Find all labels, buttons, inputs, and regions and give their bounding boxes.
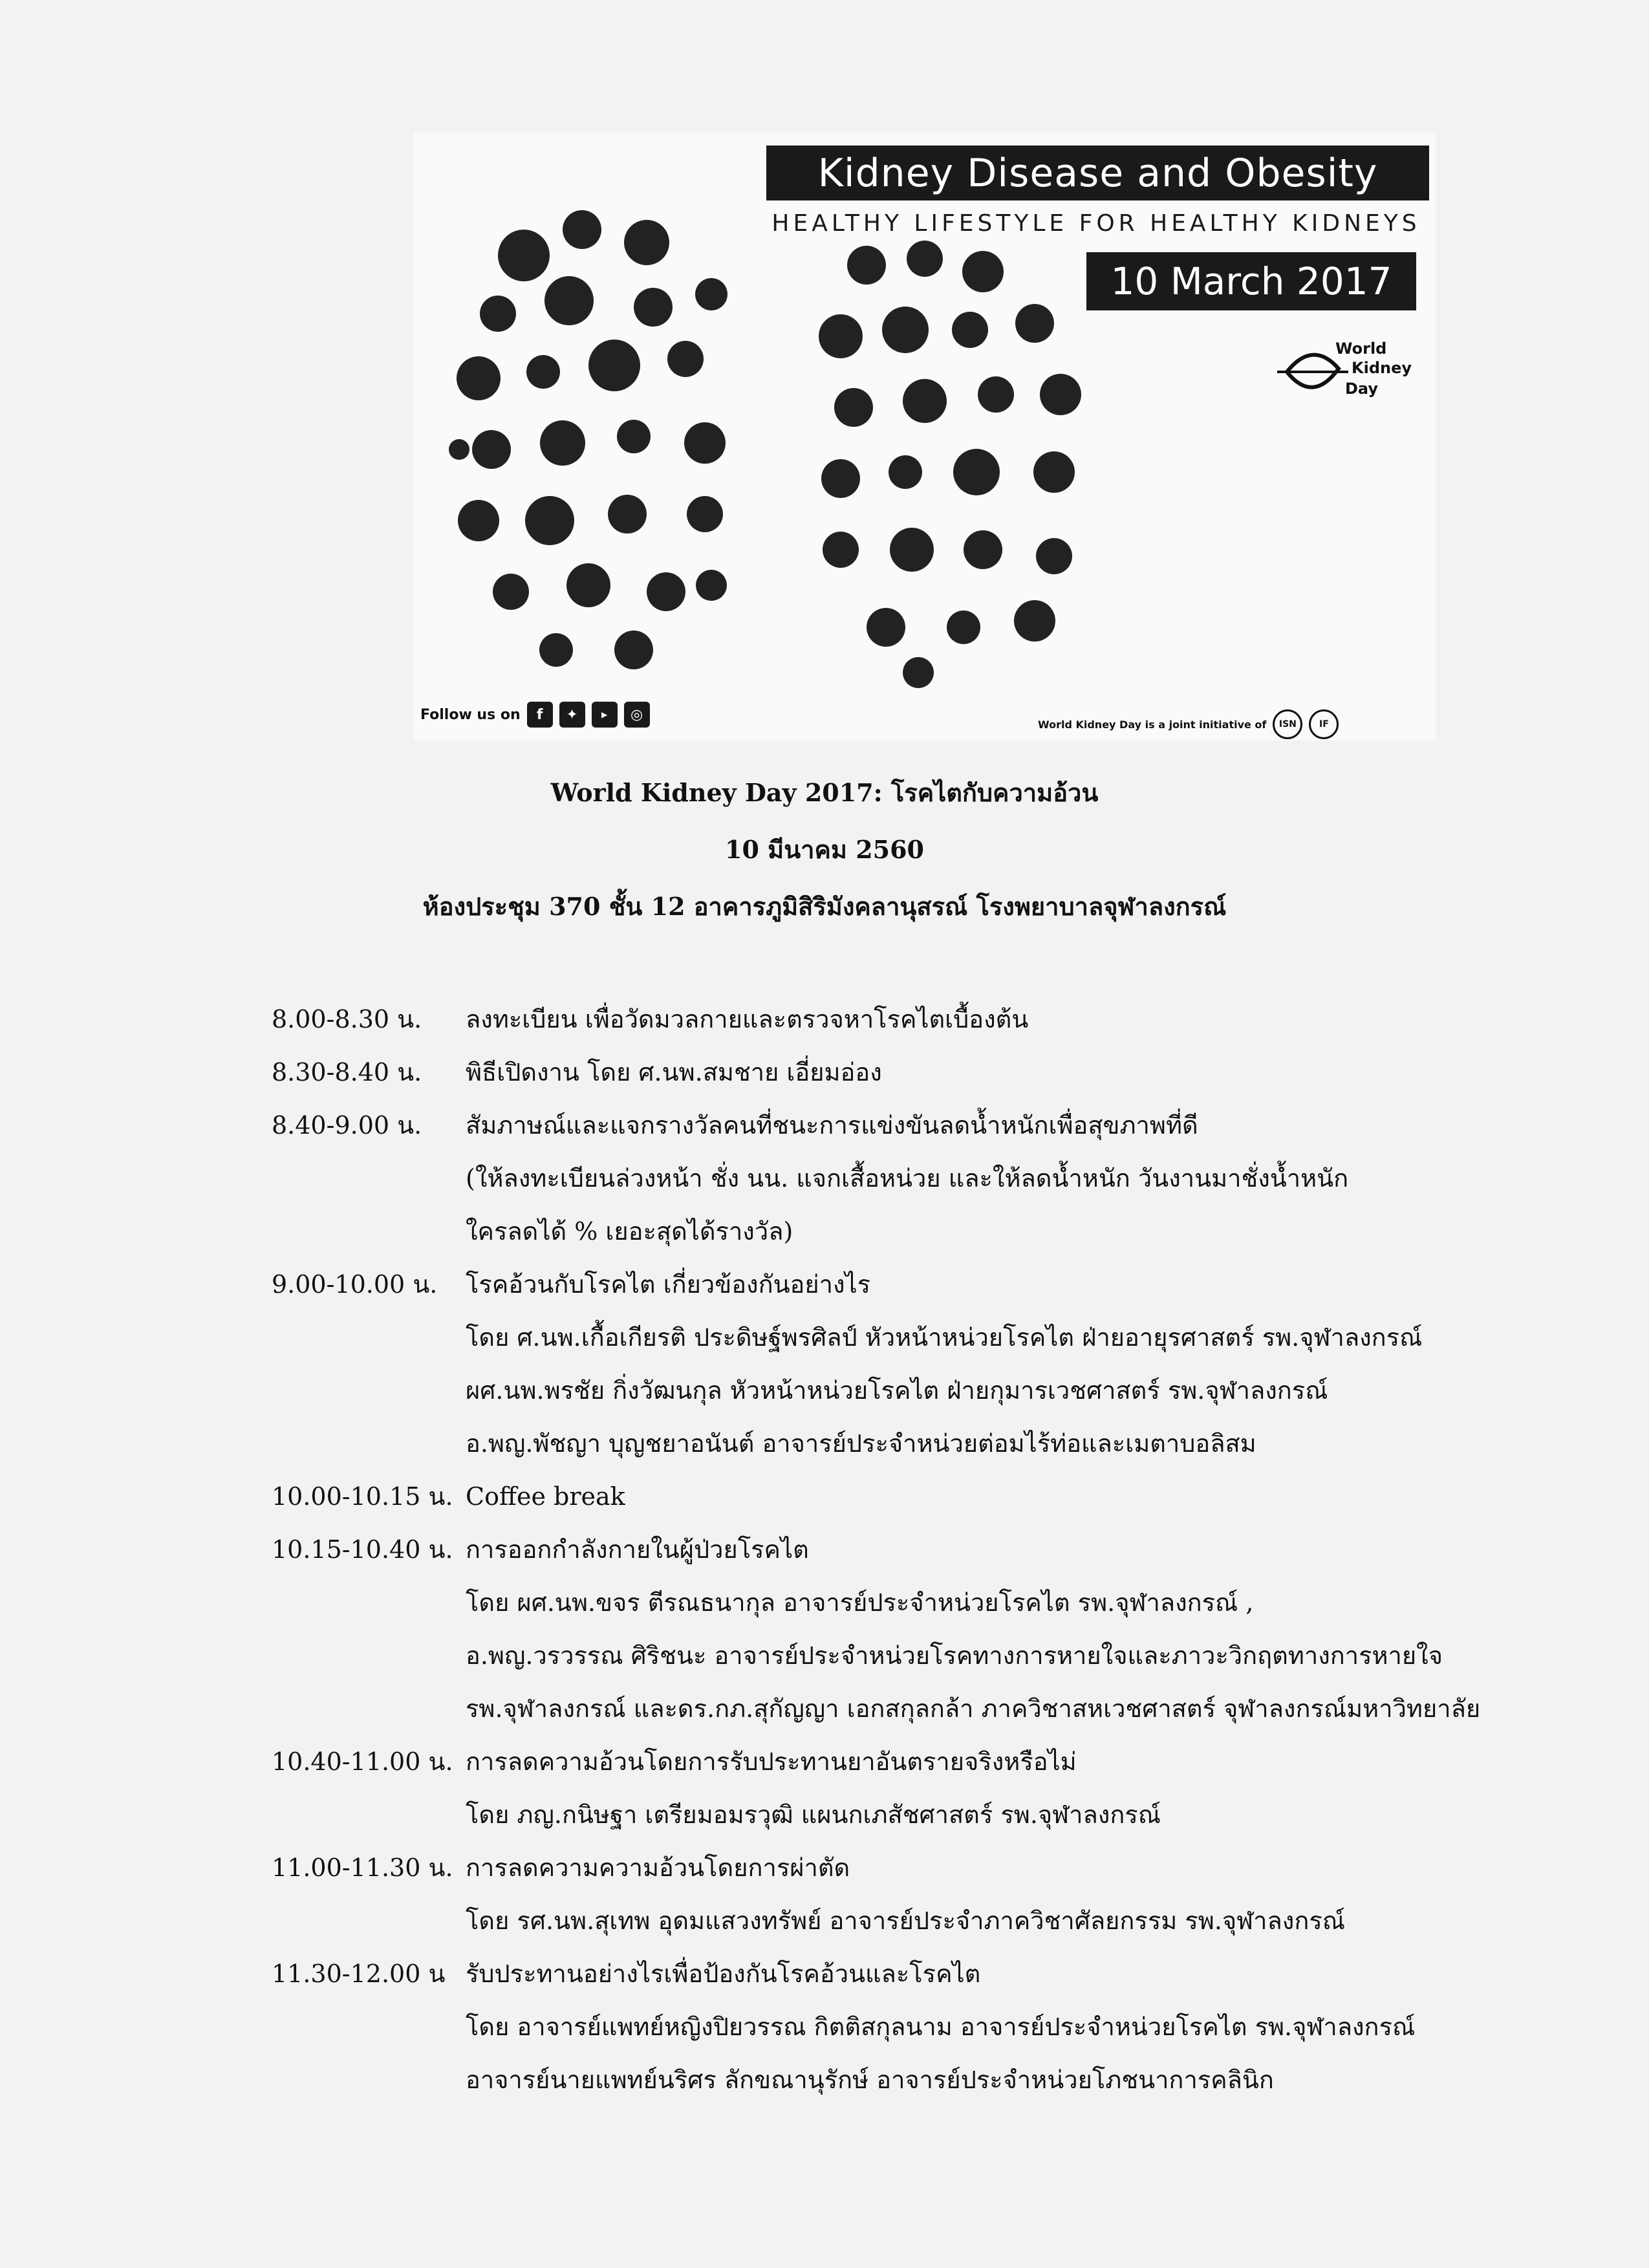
schedule-detail-line: โดย ภญ.กนิษฐา เตรียมอมรวุฒิ แผนกเภสัชศาสตร์ รพ.จุฬาลงกรณ์ xyxy=(466,1800,1161,1829)
schedule-description: รับประทานอย่างไรเพื่อป้องกันโรคอ้วนและโรคไต xyxy=(466,1960,981,1988)
schedule-description: พิธีเปิดงาน โดย ศ.นพ.สมชาย เอี่ยมอ่อง xyxy=(466,1058,882,1086)
schedule-description: การลดความความอ้วนโดยการผ่าตัด xyxy=(466,1853,850,1882)
facebook-icon[interactable]: f xyxy=(527,702,553,728)
schedule-row xyxy=(272,1046,1565,1099)
schedule-time: 11.00-11.30 น. xyxy=(272,1853,453,1882)
right-kidney-illustration xyxy=(815,239,1093,692)
left-kidney-illustration xyxy=(440,171,763,682)
twitter-icon[interactable]: ✦ xyxy=(559,702,585,728)
schedule-time: 10.15-10.40 น. xyxy=(272,1535,453,1564)
schedule-time: 8.40-9.00 น. xyxy=(272,1111,422,1139)
schedule-detail-line: โดย ศ.นพ.เกื้อเกียรติ ประดิษฐ์พรศิลป์ หัวหน้าหน่วยโรคไต ฝ่ายอายุรศาสตร์ รพ.จุฬาลงกรณ์ xyxy=(466,1323,1423,1352)
schedule-row xyxy=(272,1841,1565,1894)
poster-date: 10 March 2017 xyxy=(1086,252,1416,310)
schedule-description: การออกกำลังกายในผู้ป่วยโรคไต xyxy=(466,1535,809,1564)
doc-title: World Kidney Day 2017: โรคไตกับความอ้วน xyxy=(550,778,1099,807)
schedule-detail-line: รพ.จุฬาลงกรณ์ และดร.กภ.สุกัญญา เอกสกุลกล้า ภาควิชาสหเวชศาสตร์ จุฬาลงกรณ์มหาวิทยาลัย xyxy=(466,1694,1481,1723)
schedule-row xyxy=(272,1258,1565,1311)
schedule xyxy=(272,993,1565,2106)
ifkf-logo-icon: IF xyxy=(1309,709,1339,739)
doc-venue: ห้องประชุม 370 ชั้น 12 อาคารภูมิสิริมังคลานุสรณ์ โรงพยาบาลจุฬาลงกรณ์ xyxy=(422,892,1227,921)
poster xyxy=(414,133,1436,740)
poster-subtitle: HEALTHY LIFESTYLE FOR HEALTHY KIDNEYS xyxy=(771,210,1421,237)
schedule-detail-line: (ให้ลงทะเบียนล่วงหน้า ชั่ง นน. แจกเสื้อหน่วย และให้ลดน้ำหนัก วันงานมาชั่งน้ำหนัก xyxy=(466,1164,1349,1193)
schedule-detail-line: อ.พญ.วรวรรณ ศิริชนะ อาจารย์ประจำหน่วยโรคทางการหายใจและภาวะวิกฤตทางการหายใจ xyxy=(466,1641,1443,1670)
schedule-time: 8.00-8.30 น. xyxy=(272,1005,422,1033)
schedule-detail-line: อาจารย์นายแพทย์นริศร ลักขณานุรักษ์ อาจารย์ประจำหน่วยโภชนาการคลินิก xyxy=(466,2066,1274,2094)
logo-text-kidney: Kidney xyxy=(1352,359,1412,377)
schedule-row xyxy=(272,1099,1565,1152)
schedule-detail-line: อ.พญ.พัชญา บุญชยาอนันต์ อาจารย์ประจำหน่วยต่อมไร้ท่อและเมตาบอลิสม xyxy=(466,1429,1256,1458)
schedule-detail-line: โดย อาจารย์แพทย์หญิงปิยวรรณ กิตติสกุลนาม อาจารย์ประจำหน่วยโรคไต รพ.จุฬาลงกรณ์ xyxy=(466,2013,1416,2041)
doc-date: 10 มีนาคม 2560 xyxy=(725,835,924,864)
schedule-description: โรคอ้วนกับโรคไต เกี่ยวข้องกันอย่างไร xyxy=(466,1270,871,1299)
schedule-time: 8.30-8.40 น. xyxy=(272,1058,422,1086)
schedule-time: 10.00-10.15 น. xyxy=(272,1482,453,1511)
initiative-note xyxy=(1038,709,1339,739)
logo-text-day: Day xyxy=(1345,380,1379,398)
schedule-detail-line: โดย ผศ.นพ.ขจร ตีรณธนากุล อาจารย์ประจำหน่วยโรคไต รพ.จุฬาลงกรณ์ , xyxy=(466,1588,1254,1617)
schedule-description: Coffee break xyxy=(466,1482,625,1511)
schedule-detail-line: โดย รศ.นพ.สุเทพ อุดมแสวงทรัพย์ อาจารย์ประจำภาควิชาศัลยกรรม รพ.จุฬาลงกรณ์ xyxy=(466,1906,1346,1935)
youtube-icon[interactable]: ▶ xyxy=(592,702,618,728)
poster-title: Kidney Disease and Obesity xyxy=(766,146,1429,200)
instagram-icon[interactable]: ◎ xyxy=(624,702,650,728)
schedule-row xyxy=(272,1735,1565,1788)
schedule-time: 9.00-10.00 น. xyxy=(272,1270,438,1299)
schedule-description: สัมภาษณ์และแจกรางวัลคนที่ชนะการแข่งขันลดน้ำหนักเพื่อสุขภาพที่ดี xyxy=(466,1111,1198,1139)
schedule-row xyxy=(272,1947,1565,2000)
follow-us xyxy=(420,702,650,728)
schedule-row xyxy=(272,1470,1565,1523)
follow-label: Follow us on xyxy=(420,706,521,723)
schedule-description: ลงทะเบียน เพื่อวัดมวลกายและตรวจหาโรคไตเบื้องต้น xyxy=(466,1005,1029,1033)
isn-logo-icon: ISN xyxy=(1273,709,1302,739)
schedule-row xyxy=(272,1523,1565,1576)
logo-text-world: World xyxy=(1335,340,1387,358)
schedule-detail-line: ผศ.นพ.พรชัย กิ่งวัฒนกุล หัวหน้าหน่วยโรคไต ฝ่ายกุมารเวชศาสตร์ รพ.จุฬาลงกรณ์ xyxy=(466,1376,1328,1405)
world-kidney-day-logo xyxy=(1274,333,1423,411)
schedule-detail-line: ใครลดได้ % เยอะสุดได้รางวัล) xyxy=(466,1217,793,1246)
schedule-time: 11.30-12.00 น xyxy=(272,1960,446,1988)
initiative-text: World Kidney Day is a joint initiative of xyxy=(1038,718,1267,731)
schedule-description: การลดความอ้วนโดยการรับประทานยาอันตรายจริงหรือไม่ xyxy=(466,1747,1077,1776)
schedule-time: 10.40-11.00 น. xyxy=(272,1747,453,1776)
schedule-row xyxy=(272,993,1565,1046)
